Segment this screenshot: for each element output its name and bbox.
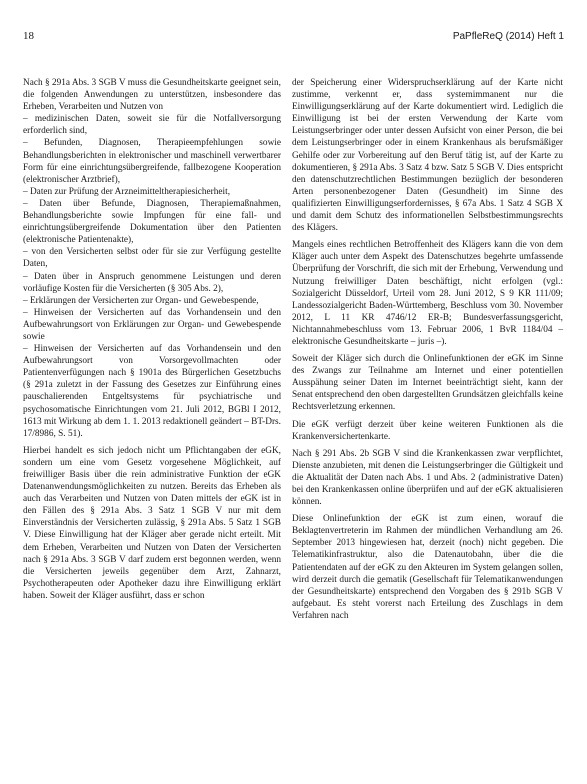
page-number: 18: [23, 30, 34, 42]
paragraph: – medizinischen Daten, soweit sie für die Notfallversorgung erforderlich sind,: [23, 114, 281, 137]
page-header: [23, 30, 564, 46]
right-text-column: [292, 77, 563, 622]
paragraph: – Daten über Befunde, Diagnosen, Therapiemaßnahmen, Behandlungsberichte sowie Impfungen für eine fall- und einrichtungsübergreifende Dokumentation über den Patienten (elektronische Patientenakte),: [23, 198, 281, 246]
left-text-column: [23, 77, 281, 602]
paragraph: – Befunden, Diagnosen, Therapieempfehlungen sowie Behandlungsberichten in elektronischer und maschinell verwertbarer Form für eine einrichtungsübergreifende, fallbezogene Kooperation (elektronischer Arztbrief),: [23, 138, 281, 185]
paragraph: Mangels eines rechtlichen Betroffenheit des Klägers kann die von dem Kläger auch unter dem Aspekt des Datenschutzes begehrte umfassende Überprüfung der Vorschrift, die sich mit der Erhebung, Verwendung und Nutzung freiwilliger Daten beschäftigt, nicht erfolgen (vgl.: Sozialgericht Düsseldorf, Urteil vom 28. Juni 2012, S 9 KR 111/09; Landessozialgericht Baden-Württemberg, Beschluss vom 30. November 2012, L 11 KR 4746/12 ER-B; Bundesverfassungsgericht, Nichtannahmebeschluss vom 13. Februar 2006, 1 BvR 1184/04 – elektronische Gesundheitskarte – juris –).: [292, 240, 563, 347]
paragraph: Hierbei handelt es sich jedoch nicht um Pflichtangaben der eGK, sondern um eine vom Gesetz vorgesehene Möglichkeit, auf freiwilliger Basis über die rein administrative Funktion der eGK Datenanwendungsmöglichkeiten zu nutzen. Bereits das Erheben als auch das Verarbeiten und Nutzen von Daten mittels der eGK ist in den Fällen des § 291a Abs. 3 Satz 1 SGB V nur mit dem Einverständnis der Versicherten zulässig, § 291a Abs. 5 Satz 1 SGB V. Diese Einwilligung hat der Kläger aber gerade nicht erteilt. Mit dem Erheben, Verarbeiten und Nutzen von Daten der Versicherten nach § 291a Abs. 3 SGB V darf zudem erst begonnen werden, wenn die Versicherten jeweils gegenüber dem Arzt, Zahnarzt, Psychotherapeuten oder Apotheker dazu ihre Einwilligung erklärt haben. Soweit der Kläger ausführt, dass er schon: [23, 445, 281, 601]
paragraph: der Speicherung einer Widerspruchserklärung auf der Karte nicht zustimme, verkennt er, dass systemimmanent nur die Einwilligungserklärung auf der Karte dokumentiert wird. Lediglich die Einwilligung ist bei der ersten Verwendung der Karte vom Leistungserbringer oder unter dessen Aufsicht von einer Person, die bei dem Leistungserbringer oder in einem Krankenhaus als berufsmäßiger Gehilfe oder zur Vorbereitung auf den Beruf tätig ist, auf der Karte zu dokumentieren, § 291a Abs. 3 Satz 4 bzw. Satz 5 SGB V. Dies entspricht den datenschutzrechtlichen Bestimmungen bezüglich der besonderen Arten personenbezogener Daten (Gesundheit) im Sinne des qualifizierten Einwilligungserfordernisses, § 67a Abs. 1 Satz 4 SGB X und damit dem Schutz des informationellen Selbstbestimmungsrechts des Klägers.: [292, 78, 563, 234]
paragraph: – Daten zur Prüfung der Arzneimitteltherapiesicherheit,: [23, 186, 231, 197]
paragraph: – Hinweisen der Versicherten auf das Vorhandensein und den Aufbewahrungsort von Erklärungen zur Organ- und Gewebespende sowie: [23, 307, 281, 342]
paragraph: – Daten über in Anspruch genommene Leistungen und deren vorläufige Kosten für die Versicherten (§ 305 Abs. 2),: [23, 271, 281, 294]
paragraph: Diese Onlinefunktion der eGK ist zum einen, worauf die Beklagtenvertreterin im Rahmen der mündlichen Verhandlung am 26. September 2013 hingewiesen hat, derzeit (noch) nicht gegeben. Die Telematikinfrastruktur, also die Datenautobahn, über die die Patientendaten auf der eGK zu den Akteuren im System gelangen sollen, wird derzeit durch die gematik (Gesellschaft für Telematikanwendungen der Gesundheitskarte) entsprechend den Vorgaben des § 291b SGB V aufgebaut. Es steht vorerst nach Erteilung des Zuschlags in dem Verfahren nach: [292, 514, 563, 621]
paragraph: – Erklärungen der Versicherten zur Organ- und Gewebespende,: [23, 295, 259, 306]
paragraph: Die eGK verfügt derzeit über keine weiteren Funktionen als die Krankenversichertenkarte.: [292, 419, 563, 442]
paragraph: – von den Versicherten selbst oder für sie zur Verfügung gestellte Daten,: [23, 247, 281, 270]
paragraph: Nach § 291 Abs. 2b SGB V sind die Krankenkassen zwar verpflichtet, Dienste anzubieten, mit denen die Leistungserbringer die Gültigkeit und die Aktualität der Daten nach Abs. 1 und Abs. 2 (administrative Daten) bei den Krankenkassen online überprüfen und auf der eGK aktualisieren können.: [292, 448, 563, 508]
journal-citation: PaPfleReQ (2014) Heft 1: [452, 31, 564, 42]
paragraph: Nach § 291a Abs. 3 SGB V muss die Gesundheitskarte geeignet sein, die folgenden Anwendungen zu unterstützen, insbesondere das Erheben, Verarbeiten und Nutzen von: [23, 78, 281, 113]
paragraph: Soweit der Kläger sich durch die Onlinefunktionen der eGK im Sinne des Zwangs zur Teilnahme am Internet und einer potentiellen Ausspähung seiner Daten im Internet beeinträchtigt sieht, kann der Senat entsprechend den oben dargestellten Grundsätzen gleichfalls keine Rechtsverletzung erkennen.: [292, 354, 563, 413]
paragraph: – Hinweisen der Versicherten auf das Vorhandensein und den Aufbewahrungsort von Vorsorgevollmachten oder Patientenverfügungen nach § 1901a des Bürgerlichen Gesetzbuchs (§ 291a zuletzt in der Fassung des Gesetzes zur Einführung eines pauschalierenden Entgeltsystems für psychiatrische und psychosomatische Einrichtungen vom 21. Juli 2012, BGBl I 2012, 1613 mit Wirkung ab dem 1. 1. 2013 redaktionell geändert – BT-Drs. 17/8986, S. 51).: [23, 344, 281, 439]
